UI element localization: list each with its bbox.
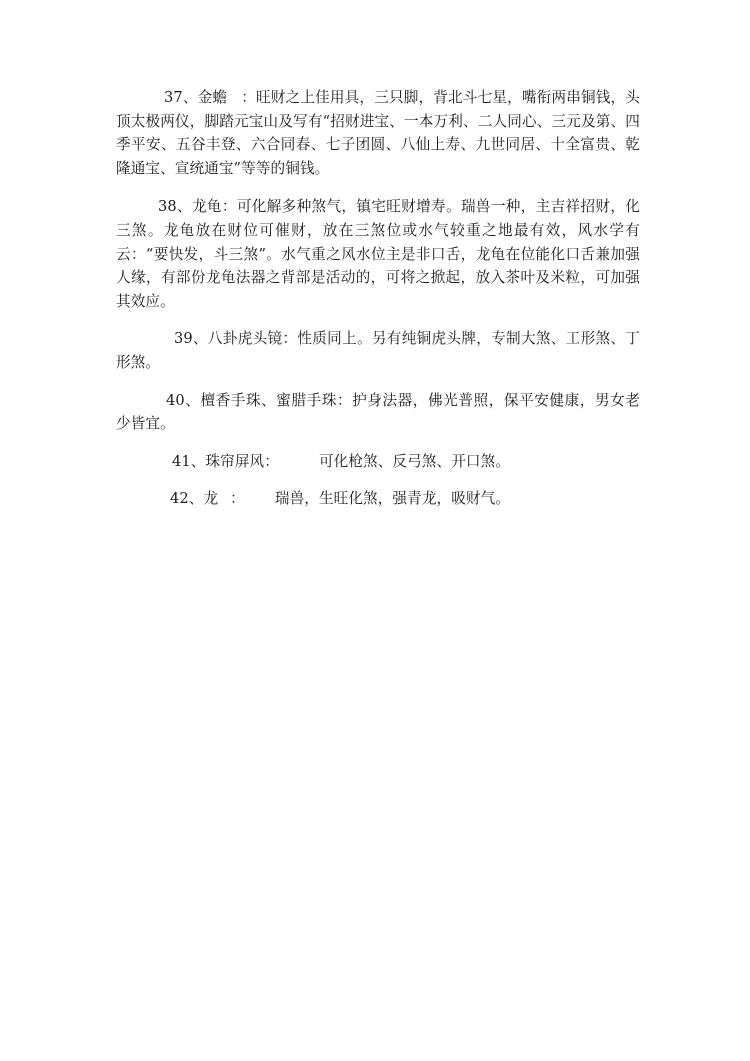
- item-number: 37、: [164, 89, 198, 106]
- item-number: 42、: [170, 490, 204, 508]
- paragraph-40: [116, 389, 640, 436]
- item-text: 可化枪煞、反弓煞、开口煞。: [318, 452, 510, 470]
- item-colon: ：: [264, 452, 279, 470]
- paragraph-39: [116, 327, 640, 374]
- item-term: 八卦虎头镜: [207, 330, 283, 348]
- paragraph-42: [116, 487, 640, 511]
- document-body: [116, 86, 640, 511]
- item-colon: ：: [282, 330, 298, 348]
- paragraph-38: [116, 195, 640, 313]
- paragraph-41: [116, 450, 640, 474]
- item-term: 龙: [203, 490, 219, 508]
- item-text: 性质同上。另有纯铜虎头牌，专制大煞、工形煞、丁形煞。: [116, 330, 640, 371]
- item-number: 38、: [158, 198, 192, 216]
- item-term: 珠帘屏风: [205, 452, 265, 470]
- item-text: 旺财之上佳用具，三只脚，背北斗七星，嘴衔两串铜钱，头顶太极两仪，脚踏元宝山及写有“招财进宝、一本万利、二人同心、三元及第、四季平安、五谷丰登、六合同春、七子团圆、八仙上寿、九世同居、十全富贵、乾隆通宝、宣统通宝”等等的铜钱。: [116, 89, 640, 177]
- item-colon: ：: [230, 490, 245, 508]
- item-number: 40、: [166, 391, 201, 409]
- item-colon: ：: [241, 89, 257, 106]
- item-number: 41、: [172, 452, 206, 470]
- item-number: 39、: [174, 330, 208, 348]
- item-term: 龙龟: [191, 198, 222, 216]
- item-term: 檀香手珠、蜜腊手珠: [200, 391, 337, 409]
- paragraph-37: [116, 86, 640, 180]
- item-term: 金蟾: [197, 89, 228, 106]
- item-text: 护身法器，佛光普照，保平安健康，男女老少皆宜。: [116, 391, 641, 433]
- item-text: 瑞兽，生旺化煞，强青龙，吸财气。: [274, 490, 510, 508]
- item-colon: ：: [337, 391, 353, 409]
- item-text: 可化解多种煞气，镇宅旺财增寿。瑞兽一种，主吉祥招财，化三煞。龙龟放在财位可催财，放在三煞位或水气较重之地最有效，风水学有云：“要快发，斗三煞”。水气重之风水位主是非口舌，龙龟在位能化口舌兼加强人缘，有部份龙龟法器之背部是活动的，可将之掀起，放入茶叶及米粒，可加强其效应。: [116, 198, 641, 310]
- item-colon: ：: [221, 198, 237, 216]
